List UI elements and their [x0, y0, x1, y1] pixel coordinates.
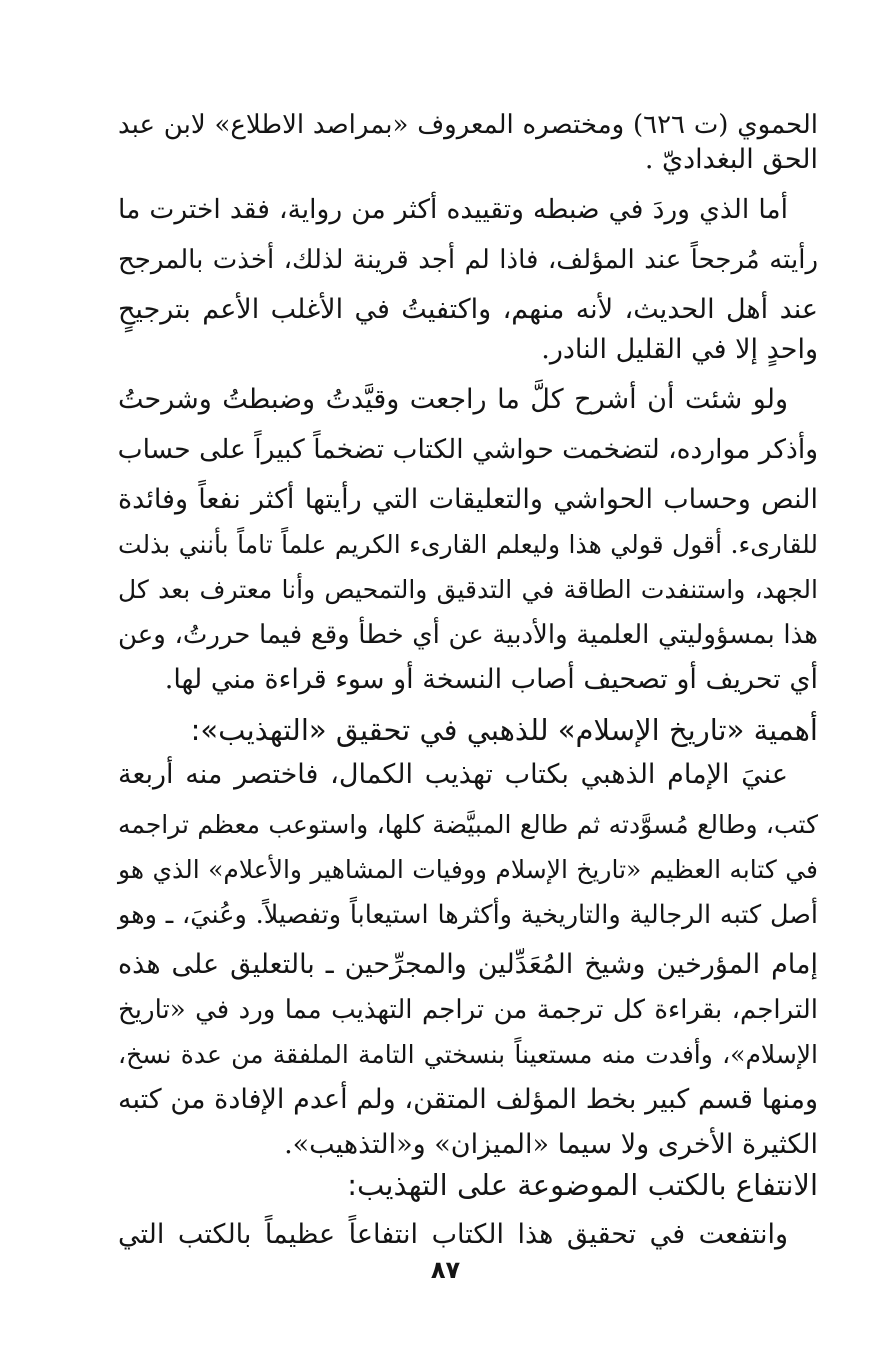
section-heading: الانتفاع بالكتب الموضوعة على التهذيب:: [347, 1168, 818, 1202]
text-line: في كتابه العظيم «تاريخ الإسلام ووفيات المشاهير والأعلام» الذي هو: [118, 855, 818, 884]
text-line: التراجم، بقراءة كل ترجمة من تراجم التهذيب مما ورد في «تاريخ: [118, 995, 818, 1025]
text-line: أي تحريف أو تصحيف أصاب النسخة أو سوء قراءة مني لها.: [164, 664, 818, 695]
text-line: النص وحساب الحواشي والتعليقات التي رأيتها أكثر نفعاً وفائدة: [118, 484, 818, 515]
text-line: وأذكر موارده، لتضخمت حواشي الكتاب تضخماً كبيراً على حساب: [117, 434, 818, 465]
text-line: عند أهل الحديث، لأنه منهم، واكتفيتُ في الأغلب الأعم بترجيحٍ: [118, 294, 818, 325]
text-line: هذا بمسؤوليتي العلمية والأدبية عن أي خطأ وقع فيما حررتُ، وعن: [118, 620, 818, 650]
text-line: رأيته مُرجحاً عند المؤلف، فاذا لم أجد قرينة لذلك، أخذت بالمرجح: [118, 245, 818, 275]
text-line: الحموي (ت ٦٢٦) ومختصره المعروف «بمراصد الاطلاع» لابن عبد: [118, 110, 818, 140]
text-line: ومنها قسم كبير بخط المؤلف المتقن، ولم أعدم الإفادة من كتبه: [118, 1084, 818, 1115]
section-heading: أهمية «تاريخ الإسلام» للذهبي في تحقيق «التهذيب»:: [190, 713, 818, 747]
page-number: ٨٧: [430, 1256, 461, 1284]
paragraph-first-line: وانتفعت في تحقيق هذا الكتاب انتفاعاً عظيماً بالكتب التي: [118, 1219, 788, 1250]
text-line: الكثيرة الأخرى ولا سيما «الميزان» و«التذهيب».: [284, 1129, 818, 1160]
text-line: أصل كتبه الرجالية والتاريخية وأكثرها استيعاباً وتفصيلاً. وعُنيَ، ـ وهو: [118, 900, 818, 930]
paragraph-first-line: أما الذي وردَ في ضبطه وتقييده أكثر من رواية، فقد اخترت ما: [118, 194, 788, 225]
text-line: الجهد، واستنفدت الطاقة في التدقيق والتمحيص وأنا معترف بعد كل: [118, 575, 818, 604]
text-line: كتب، وطالع مُسوَّدته ثم طالع المبيَّضة كلها، واستوعب معظم تراجمه: [118, 810, 818, 839]
text-line: واحدٍ إلا في القليل النادر.: [541, 334, 818, 365]
text-line: الحق البغداديّ .: [644, 144, 818, 175]
text-line: إمام المؤرخين وشيخ المُعَدِّلين والمجرِّحين ـ بالتعليق على هذه: [118, 949, 818, 980]
text-line: الإسلام»، وأفدت منه مستعيناً بنسختي التامة الملفقة من عدة نسخ،: [118, 1040, 818, 1069]
text-line: للقارىء. أقول قولي هذا وليعلم القارىء الكريم علماً تاماً بأنني بذلت: [118, 530, 818, 559]
paragraph-first-line: عنيَ الإمام الذهبي بكتاب تهذيب الكمال، فاختصر منه أربعة: [118, 759, 788, 790]
paragraph-first-line: ولو شئت أن أشرح كلَّ ما راجعت وقيَّدتُ وضبطتُ وشرحتُ: [118, 384, 788, 415]
